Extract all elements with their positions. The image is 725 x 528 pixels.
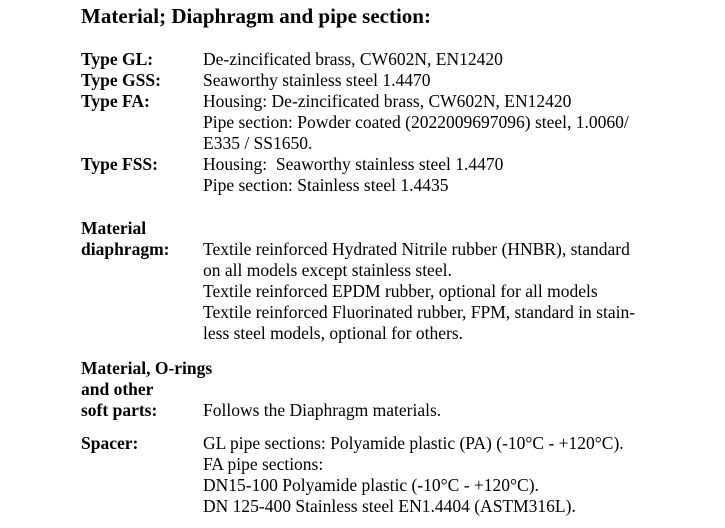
spec-value: Follows the Diaphragm materials. xyxy=(203,400,442,420)
section-material-orings xyxy=(0,358,725,421)
spec-row xyxy=(0,133,725,154)
spec-value: Housing: Seaworthy stainless steel 1.4470 xyxy=(203,154,504,174)
spec-label: diaphragm: xyxy=(81,239,170,259)
spec-value: De-zincificated brass, CW602N, EN12420 xyxy=(203,49,503,69)
spec-row xyxy=(0,112,725,133)
spec-row xyxy=(0,496,725,517)
spec-row xyxy=(0,154,725,175)
spec-value: Seaworthy stainless steel 1.4470 xyxy=(203,70,431,90)
spec-value: GL pipe sections: Polyamide plastic (PA) (-10°C - +120°C). xyxy=(203,433,624,453)
spec-value: FA pipe sections: xyxy=(203,454,324,474)
section-material-types xyxy=(0,49,725,196)
spec-row xyxy=(0,475,725,496)
spec-row xyxy=(0,239,725,260)
spec-row xyxy=(0,49,725,70)
spec-value: DN15-100 Polyamide plastic (-10°C - +120°C). xyxy=(203,475,539,495)
spec-label: Type GL: xyxy=(81,49,154,69)
spec-row xyxy=(0,91,725,112)
spec-row xyxy=(0,323,725,344)
spec-value: Housing: De-zincificated brass, CW602N, EN12420 xyxy=(203,91,572,111)
spec-label: Type FA: xyxy=(81,91,150,111)
spec-label: and other xyxy=(81,379,154,399)
spec-row xyxy=(0,175,725,196)
spec-row xyxy=(0,260,725,281)
spec-label: Spacer: xyxy=(81,433,139,453)
spec-label: Material xyxy=(81,218,147,238)
spec-row xyxy=(0,70,725,91)
section-material-diaphragm xyxy=(0,218,725,344)
spec-row xyxy=(0,433,725,454)
spec-value: DN 125-400 Stainless steel EN1.4404 (ASTM316L). xyxy=(203,496,576,516)
spec-value: on all models except stainless steel. xyxy=(203,260,452,280)
page-title: Material; Diaphragm and pipe section: xyxy=(81,4,431,28)
spec-row xyxy=(0,400,725,421)
spec-label: Material, O-rings xyxy=(81,358,213,378)
spec-row xyxy=(0,358,725,379)
spec-value: less steel models, optional for others. xyxy=(203,323,464,343)
spec-row xyxy=(0,281,725,302)
spec-row xyxy=(0,454,725,475)
spec-row xyxy=(0,302,725,323)
spec-value: E335 / SS1650. xyxy=(203,133,313,153)
spec-row xyxy=(0,218,725,239)
spec-value: Textile reinforced Fluorinated rubber, FPM, standard in stain- xyxy=(203,302,636,322)
spec-row xyxy=(0,379,725,400)
spec-label: soft parts: xyxy=(81,400,158,420)
spec-value: Pipe section: Stainless steel 1.4435 xyxy=(203,175,449,195)
spec-value: Pipe section: Powder coated (2022009697096) steel, 1.0060/ xyxy=(203,112,629,132)
spec-label: Type FSS: xyxy=(81,154,158,174)
section-spacer xyxy=(0,433,725,517)
spec-label: Type GSS: xyxy=(81,70,161,90)
spec-value: Textile reinforced Hydrated Nitrile rubber (HNBR), standard xyxy=(203,239,630,259)
spec-value: Textile reinforced EPDM rubber, optional for all models xyxy=(203,281,598,301)
